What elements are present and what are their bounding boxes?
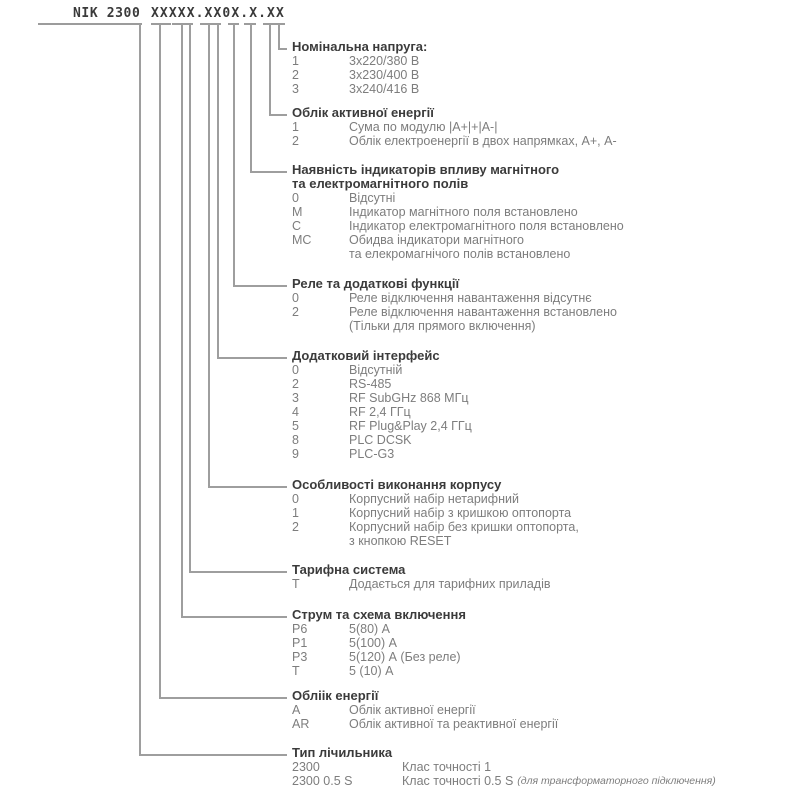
connector-horizontal-line xyxy=(233,285,287,287)
option-row xyxy=(292,68,784,82)
option-code: МС xyxy=(292,233,312,247)
option-desc: 3x220/380 В xyxy=(349,54,420,68)
section-title: Тип лічильника xyxy=(292,745,393,760)
option-code: 2 xyxy=(292,520,299,534)
section-magnetic-indicators xyxy=(292,163,784,261)
code-underline xyxy=(263,23,285,25)
option-note: (для трансформаторного підключення) xyxy=(517,775,716,787)
option-desc: RF SubGHz 868 МГц xyxy=(349,391,469,405)
option-code: 1 xyxy=(292,120,299,134)
option-row xyxy=(292,577,784,591)
option-row xyxy=(292,82,784,96)
option-desc: Реле відключення навантаження відсутнє xyxy=(349,291,592,305)
option-desc: Реле відключення навантаження встановлено xyxy=(349,305,617,319)
option-code: 0 xyxy=(292,492,299,506)
option-desc: Сума по модулю |A+|+|A-| xyxy=(349,120,498,134)
option-desc: RF 2,4 ГГц xyxy=(349,405,411,419)
option-desc: Індикатор магнітного поля встановлено xyxy=(349,205,578,219)
option-code xyxy=(292,319,349,333)
option-code: А xyxy=(292,703,301,717)
option-desc: Облік активної та реактивної енергії xyxy=(349,717,559,731)
option-row xyxy=(292,120,784,134)
option-code: 2 xyxy=(292,68,299,82)
option-row xyxy=(292,703,784,717)
option-row xyxy=(292,405,784,419)
connector-horizontal-line xyxy=(181,616,287,618)
connector-vertical-line xyxy=(233,24,235,287)
option-code: 0 xyxy=(292,291,299,305)
section-current-connection xyxy=(292,608,784,678)
option-code: 1 xyxy=(292,506,299,520)
option-row xyxy=(292,391,784,405)
option-desc: Клас точності 1 xyxy=(402,760,492,774)
option-row xyxy=(292,447,784,461)
connector-horizontal-line xyxy=(217,357,287,359)
connector-horizontal-line xyxy=(139,754,287,756)
option-code: 5 xyxy=(292,419,299,433)
connector-vertical-line xyxy=(181,24,183,618)
option-desc: 5 (10) А xyxy=(349,664,394,678)
option-row xyxy=(292,191,784,205)
option-desc: 3x240/416 В xyxy=(349,82,420,96)
section-active-energy-metering xyxy=(292,106,784,148)
section-title: Тарифна система xyxy=(292,562,406,577)
option-desc: Облік електроенергії в двох напрямках, А+, А- xyxy=(349,134,617,148)
option-desc: Відсутній xyxy=(349,363,403,377)
connector-vertical-line xyxy=(159,24,161,699)
option-row xyxy=(292,622,784,636)
option-code: 3 xyxy=(292,391,299,405)
option-code: 2300 xyxy=(292,760,320,774)
section-tariff-system xyxy=(292,563,784,591)
connector-vertical-line xyxy=(250,24,252,173)
option-desc: та елекромагнічого полів встановлено xyxy=(349,247,571,261)
connector-horizontal-line xyxy=(159,697,287,699)
option-desc: RF Plug&Play 2,4 ГГц xyxy=(349,419,472,433)
option-code: С xyxy=(292,219,302,233)
option-code: 8 xyxy=(292,433,299,447)
option-desc: Відсутні xyxy=(349,191,396,205)
option-desc: Клас точності 0.5 S xyxy=(402,774,514,788)
option-row xyxy=(292,774,784,788)
option-row xyxy=(292,363,784,377)
option-desc: RS-485 xyxy=(349,377,392,391)
product-brand-code: NIK 2300 xyxy=(73,6,141,21)
option-desc: 3x230/400 В xyxy=(349,68,420,82)
option-row xyxy=(292,760,784,774)
option-row xyxy=(292,291,784,305)
connector-vertical-line xyxy=(269,24,271,116)
connector-horizontal-line xyxy=(250,171,287,173)
option-code: 2300 0.5 S xyxy=(292,774,353,788)
option-row xyxy=(292,247,784,261)
option-code: AR xyxy=(292,717,310,731)
section-title: Додатковий інтерфейс xyxy=(292,348,440,363)
section-title: Струм та схема включення xyxy=(292,607,466,622)
option-code: М xyxy=(292,205,303,219)
option-desc: 5(120) А (Без реле) xyxy=(349,650,461,664)
option-desc: Індикатор електромагнітного поля встановлено xyxy=(349,219,624,233)
option-row xyxy=(292,54,784,68)
option-row xyxy=(292,219,784,233)
option-desc: 5(80) А xyxy=(349,622,390,636)
connector-vertical-line xyxy=(208,24,210,488)
option-row xyxy=(292,650,784,664)
option-code: Р6 xyxy=(292,622,308,636)
option-desc: Облік активної енергії xyxy=(349,703,476,717)
section-title: Облік активної енергії xyxy=(292,105,434,120)
section-additional-interface xyxy=(292,349,784,461)
connector-horizontal-line xyxy=(269,114,287,116)
option-code: 0 xyxy=(292,363,299,377)
connector-vertical-line xyxy=(189,24,191,573)
section-meter-type xyxy=(292,746,784,788)
option-desc: Корпусний набір нетарифний xyxy=(349,492,519,506)
connector-horizontal-line xyxy=(278,48,287,50)
section-title: Наявність індикаторів впливу магнітного xyxy=(292,162,560,177)
option-row xyxy=(292,520,784,534)
section-relay-functions xyxy=(292,277,784,333)
option-code: 3 xyxy=(292,82,299,96)
option-code: 9 xyxy=(292,447,299,461)
option-code: Р3 xyxy=(292,650,308,664)
option-row xyxy=(292,636,784,650)
option-code: Р1 xyxy=(292,636,308,650)
option-row xyxy=(292,233,784,247)
connector-vertical-line xyxy=(217,24,219,359)
option-code: 2 xyxy=(292,305,299,319)
option-code: 2 xyxy=(292,377,299,391)
section-housing-features xyxy=(292,478,784,548)
code-underline xyxy=(151,23,171,25)
connector-horizontal-line xyxy=(208,486,287,488)
section-title-line2: та електромагнітного полів xyxy=(292,176,469,191)
option-code: 1 xyxy=(292,54,299,68)
option-code xyxy=(292,534,349,548)
option-desc: (Тільки для прямого включення) xyxy=(349,319,536,333)
section-title: Обліік енергії xyxy=(292,688,379,703)
option-row xyxy=(292,664,784,678)
product-code-mask: XXXXX.XX0X.X.XX xyxy=(151,6,285,21)
option-row xyxy=(292,134,784,148)
option-row xyxy=(292,377,784,391)
option-row xyxy=(292,319,784,333)
option-code xyxy=(292,247,349,261)
option-desc: Корпусний набір без кришки оптопорта, xyxy=(349,520,579,534)
section-title: Особливості виконання корпусу xyxy=(292,477,502,492)
option-code: 0 xyxy=(292,191,299,205)
section-nominal-voltage xyxy=(292,40,784,96)
option-code: Т xyxy=(292,664,300,678)
section-title: Реле та додаткові функції xyxy=(292,276,460,291)
option-row xyxy=(292,717,784,731)
connector-horizontal-line xyxy=(189,571,287,573)
option-row xyxy=(292,534,784,548)
option-row xyxy=(292,205,784,219)
option-desc: Додається для тарифних приладів xyxy=(349,577,551,591)
section-energy-metering xyxy=(292,689,784,731)
option-desc: PLC-G3 xyxy=(349,447,395,461)
option-row xyxy=(292,506,784,520)
option-desc: Обидва індикатори магнітного xyxy=(349,233,525,247)
option-desc: 5(100) А xyxy=(349,636,397,650)
option-row xyxy=(292,419,784,433)
option-code: Т xyxy=(292,577,300,591)
option-desc: з кнопкою RESET xyxy=(349,534,452,548)
connector-vertical-line xyxy=(278,24,280,50)
option-row xyxy=(292,433,784,447)
code-underline xyxy=(38,23,142,25)
option-code: 4 xyxy=(292,405,299,419)
option-desc: Корпусний набір з кришкою оптопорта xyxy=(349,506,572,520)
option-row xyxy=(292,305,784,319)
option-desc: PLC DCSK xyxy=(349,433,412,447)
option-row xyxy=(292,492,784,506)
connector-vertical-line xyxy=(139,24,141,756)
option-code: 2 xyxy=(292,134,299,148)
section-title: Номінальна напруга: xyxy=(292,39,428,54)
